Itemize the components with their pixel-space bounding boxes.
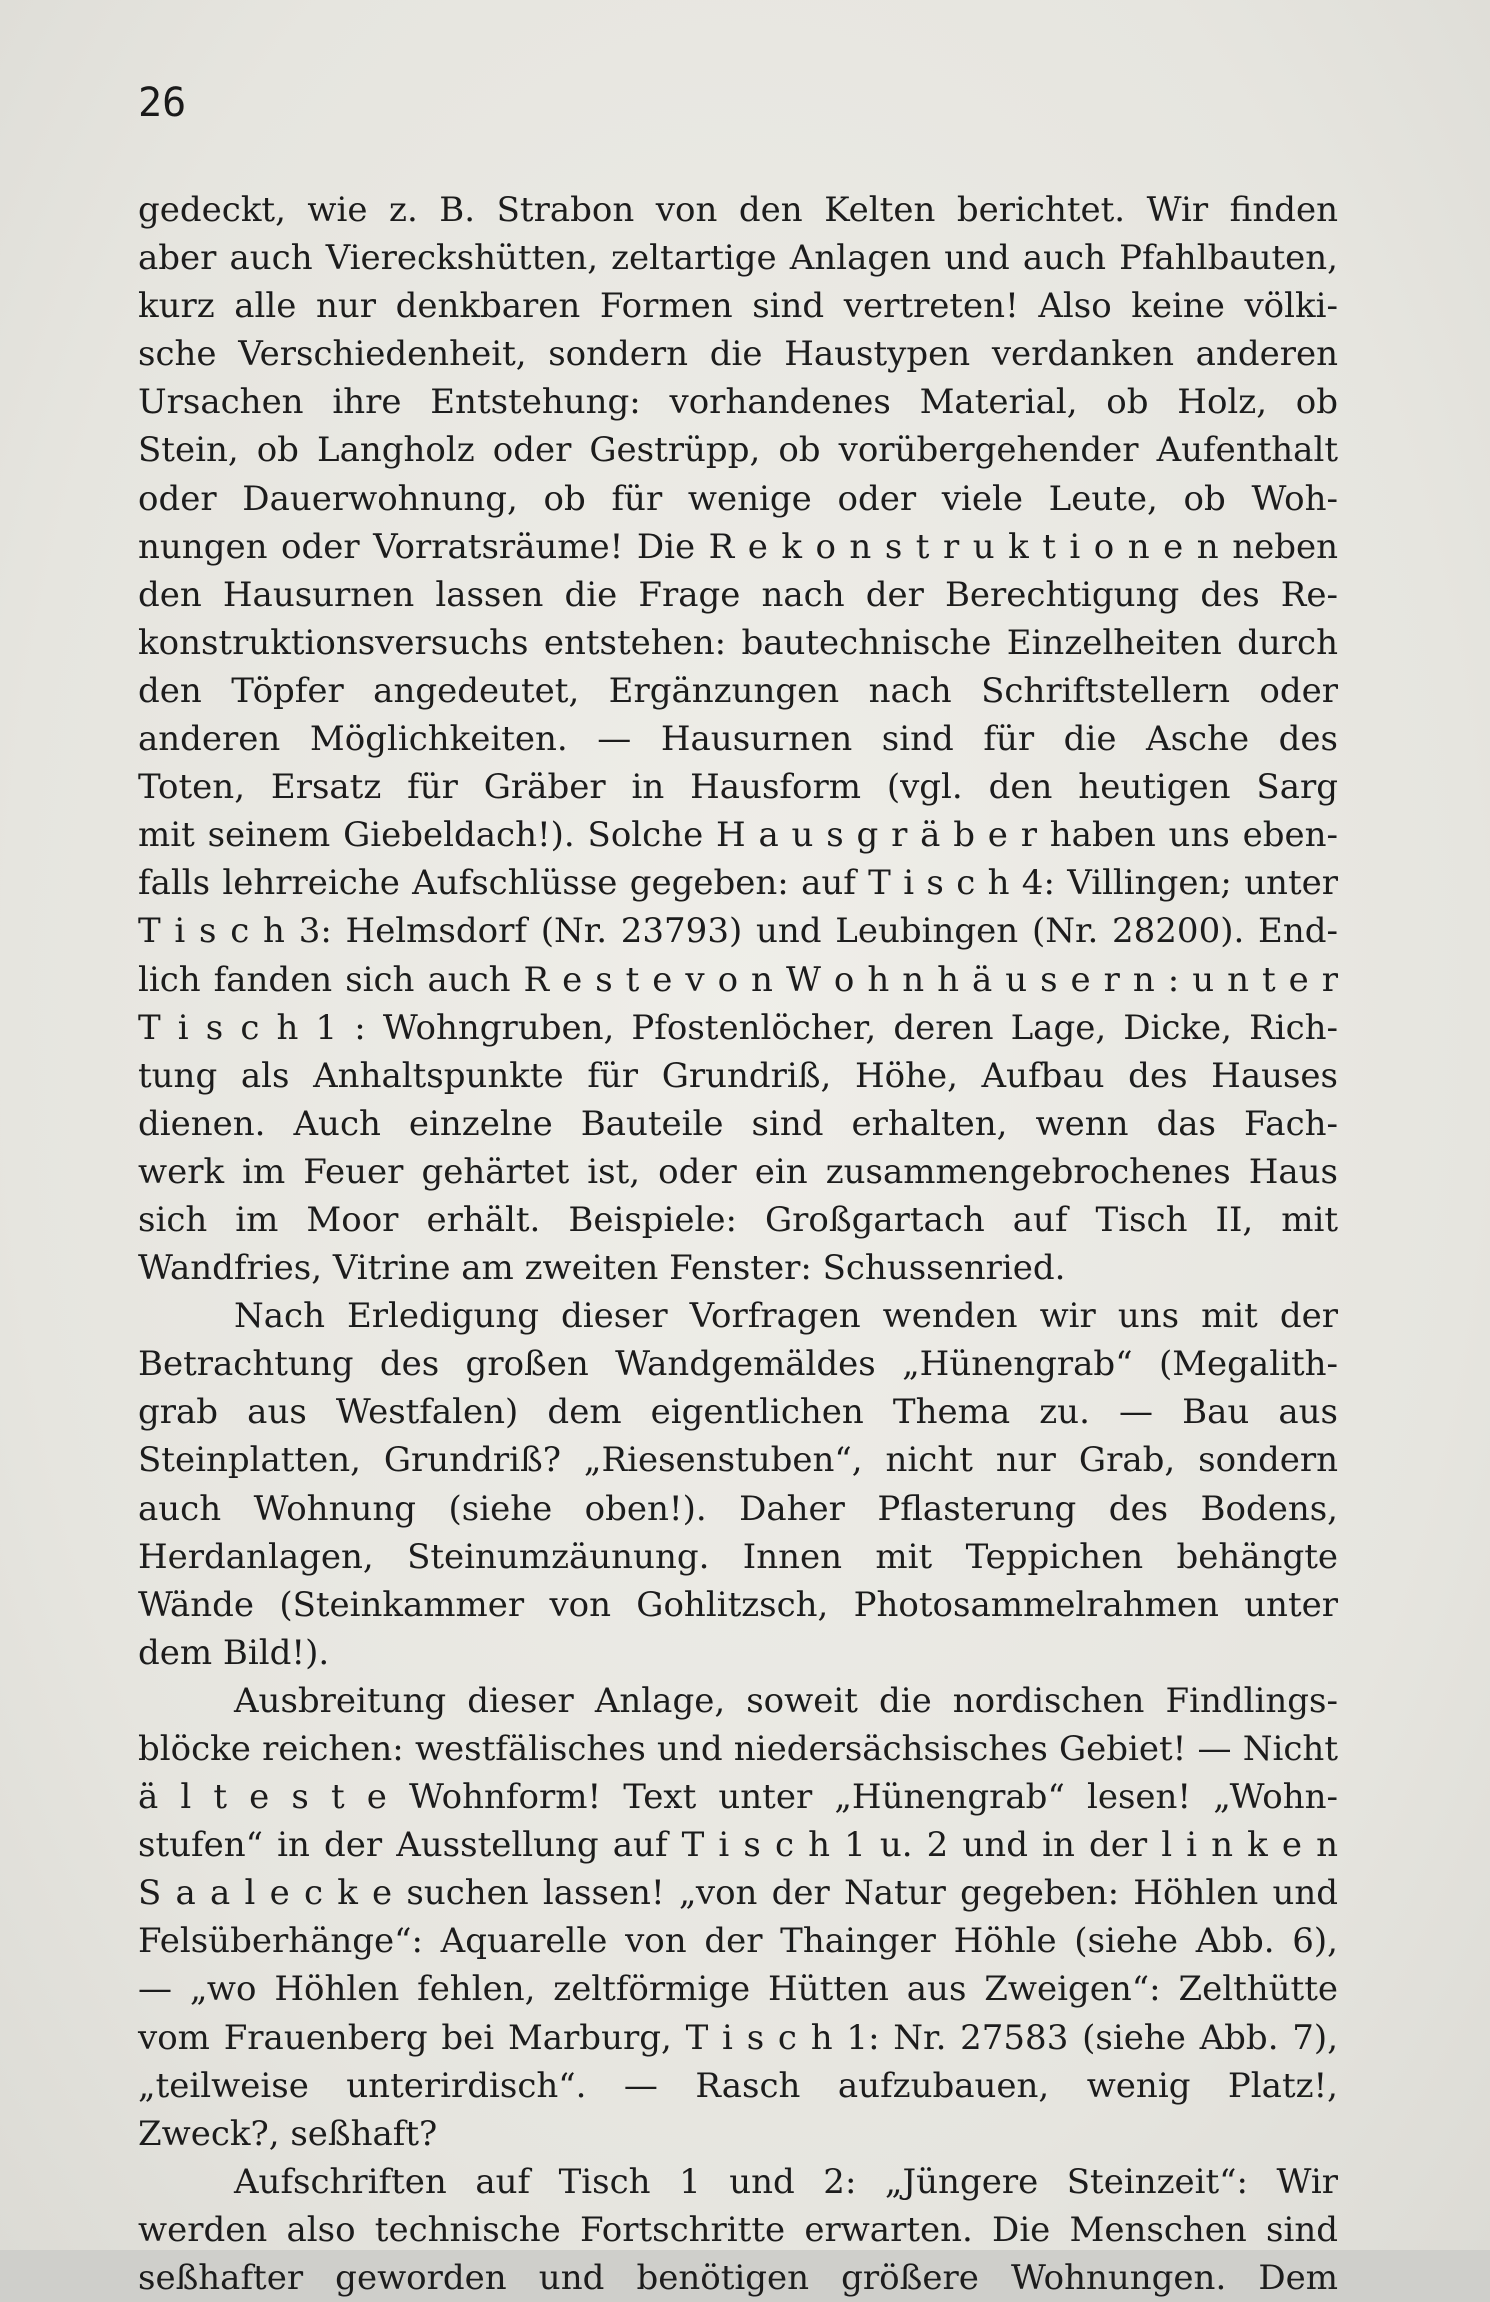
text-line: dem Bild!). <box>138 1632 330 1673</box>
text-line: gedeckt, wie z. B. Strabon von den Kelten berichtet. Wir finden <box>138 190 1338 230</box>
text-line: Betrachtung des großen Wandgemäldes „Hünengrab“ (Megalith- <box>138 1344 1338 1385</box>
text-line: Herdanlagen, Steinumzäunung. Innen mit Teppichen behängte <box>138 1536 1338 1577</box>
text-line: Ursachen ihre Entstehung: vorhandenes Material, ob Holz, ob <box>138 382 1338 423</box>
text-line: den Töpfer angedeutet, Ergänzungen nach Schriftstellern oder <box>138 670 1338 711</box>
text-line: ä l t e s t e Wohnform! Text unter „Hünengrab“ lesen! „Wohn- <box>138 1777 1338 1818</box>
text-line: anderen Möglichkeiten. — Hausurnen sind für die Asche des <box>138 719 1338 760</box>
text-line: Nach Erledigung dieser Vorfragen wenden wir uns mit der <box>234 1296 1338 1337</box>
text-line: kurz alle nur denkbaren Formen sind vertreten! Also keine völki- <box>138 286 1338 327</box>
text-line: Steinplatten, Grundriß? „Riesenstuben“, nicht nur Grab, sondern <box>138 1440 1338 1481</box>
text-line: sich im Moor erhält. Beispiele: Großgartach auf Tisch II, mit <box>138 1199 1338 1240</box>
text-line: T i s c h 3: Helmsdorf (Nr. 23793) und Leubingen (Nr. 28200). End- <box>138 911 1338 952</box>
text-line: sche Verschiedenheit, sondern die Haustypen verdanken anderen <box>138 334 1338 375</box>
text-line: „teilweise unterirdisch“. — Rasch aufzubauen, wenig Platz!, <box>138 2065 1338 2106</box>
text-line: grab aus Westfalen) dem eigentlichen Thema zu. — Bau aus <box>138 1392 1338 1433</box>
text-line: lich fanden sich auch R e s t e v o n W o h n h ä u s e r n : u n t e r <box>138 959 1338 1000</box>
text-line: blöcke reichen: westfälisches und niedersächsisches Gebiet! — Nicht <box>138 1729 1338 1769</box>
text-line: — „wo Höhlen fehlen, zeltförmige Hütten aus Zweigen“: Zelthütte <box>138 1969 1338 2010</box>
text-line: vom Frauenberg bei Marburg, T i s c h 1: Nr. 27583 (siehe Abb. 7), <box>138 2017 1338 2058</box>
text-line: dienen. Auch einzelne Bauteile sind erhalten, wenn das Fach- <box>138 1103 1338 1144</box>
text-line: falls lehrreiche Aufschlüsse gegeben: auf T i s c h 4: Villingen; unter <box>138 863 1338 904</box>
text-line: Zweck?, seßhaft? <box>138 2113 438 2154</box>
text-line: aber auch Viereckshütten, zeltartige Anlagen und auch Pfahlbauten, <box>138 238 1338 279</box>
text-line: S a a l e c k e suchen lassen! „von der Natur gegeben: Höhlen und <box>138 1873 1338 1914</box>
text-line: Wandfries, Vitrine am zweiten Fenster: Schussenried. <box>138 1248 1066 1289</box>
text-line: tung als Anhaltspunkte für Grundriß, Höhe, Aufbau des Hauses <box>138 1055 1338 1096</box>
text-line: nungen oder Vorratsräume! Die R e k o n s t r u k t i o n e n neben <box>138 526 1338 567</box>
text-line: werden also technische Fortschritte erwarten. Die Menschen sind <box>138 2209 1338 2250</box>
text-line: oder Dauerwohnung, ob für wenige oder viele Leute, ob Woh- <box>138 478 1338 519</box>
text-line: Felsüberhänge“: Aquarelle von der Thainger Höhle (siehe Abb. 6), <box>138 1921 1338 1962</box>
text-line: T i s c h 1 : Wohngruben, Pfostenlöcher, deren Lage, Dicke, Rich- <box>138 1007 1338 1048</box>
text-line: seßhafter geworden und benötigen größere Wohnungen. Dem <box>138 2258 1338 2299</box>
page-number: 26 <box>138 80 187 126</box>
text-line: konstruktionsversuchs entstehen: bautechnische Einzelheiten durch <box>138 622 1338 663</box>
text-line: Wände (Steinkammer von Gohlitzsch, Photosammelrahmen unter <box>138 1584 1338 1625</box>
text-line: Stein, ob Langholz oder Gestrüpp, ob vorübergehender Aufenthalt <box>138 430 1338 471</box>
text-line: werk im Feuer gehärtet ist, oder ein zusammengebrochenes Haus <box>138 1151 1338 1192</box>
text-line: mit seinem Giebeldach!). Solche H a u s g r ä b e r haben uns eben- <box>138 815 1338 856</box>
text-line: Ausbreitung dieser Anlage, soweit die nordischen Findlings- <box>234 1680 1338 1721</box>
body-text <box>138 186 1338 2302</box>
text-line: Aufschriften auf Tisch 1 und 2: „Jüngere Steinzeit“: Wir <box>234 2161 1338 2202</box>
text-line: stufen“ in der Ausstellung auf T i s c h 1 u. 2 und in der l i n k e n <box>138 1825 1338 1866</box>
text-line: auch Wohnung (siehe oben!). Daher Pflasterung des Bodens, <box>138 1488 1338 1529</box>
text-line: den Hausurnen lassen die Frage nach der Berechtigung des Re- <box>138 574 1338 615</box>
text-line: Toten, Ersatz für Gräber in Hausform (vgl. den heutigen Sarg <box>138 767 1338 808</box>
